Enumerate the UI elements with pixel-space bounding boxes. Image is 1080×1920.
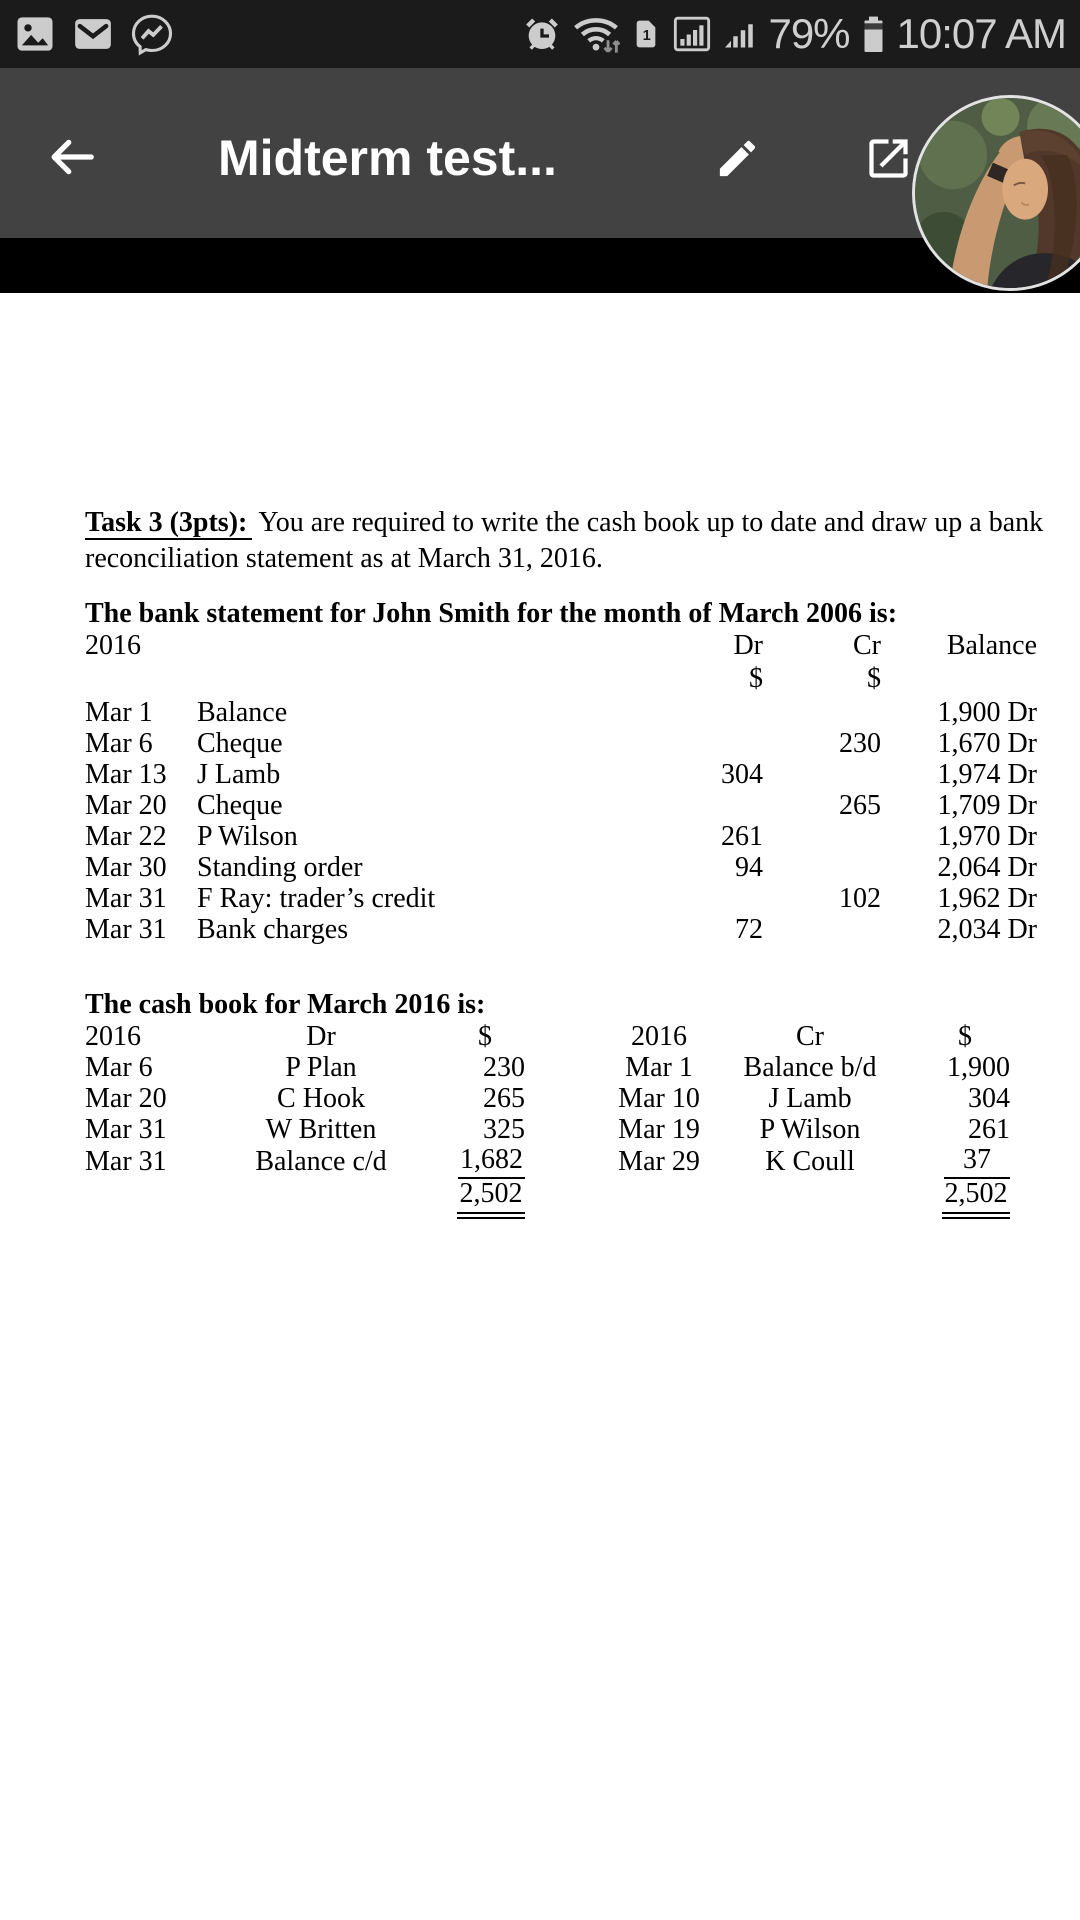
cash-book-table: [85, 1021, 1010, 1219]
wifi-icon: [572, 11, 620, 57]
bank-currency-row: [85, 661, 1037, 697]
back-arrow-icon: [44, 130, 98, 184]
table-row: [85, 759, 1037, 790]
cash-cur-right: $: [958, 1020, 972, 1052]
open-external-button[interactable]: [863, 133, 914, 187]
cell-l-amt: 230: [483, 1051, 525, 1083]
bank-header-row: [85, 630, 1037, 661]
cell-r-detail: J Lamb: [768, 1082, 852, 1114]
profile-photo: [915, 98, 1080, 288]
cell-dr: 261: [721, 820, 763, 852]
table-row: [85, 1052, 1010, 1083]
table-row: [85, 1114, 1010, 1145]
cell-balance: 1,709 Dr: [937, 789, 1037, 821]
double-underlined-total: 2,502: [942, 1179, 1010, 1219]
cell-date: Mar 13: [85, 758, 167, 790]
cash-col-dr: Dr: [306, 1020, 336, 1052]
table-row: [85, 821, 1037, 852]
cell-balance: 2,064 Dr: [937, 851, 1037, 883]
cell-date: Mar 31: [85, 882, 167, 914]
status-time: 10:07 AM: [896, 10, 1066, 57]
cell-cr: [763, 821, 881, 852]
cash-year-right: 2016: [631, 1020, 687, 1052]
cell-r-date: Mar 10: [618, 1082, 700, 1114]
email-icon: [72, 13, 114, 55]
cell-dr: [560, 728, 763, 759]
cell-cr: 265: [839, 789, 881, 821]
edit-button[interactable]: [714, 135, 761, 185]
cell-dr: 94: [735, 851, 763, 883]
cell-l-detail: Balance c/d: [255, 1146, 387, 1177]
cell-date: Mar 6: [85, 727, 153, 759]
system-status-icons: [522, 0, 1066, 68]
task-paragraph: [85, 505, 1070, 577]
cell-date: Mar 22: [85, 820, 167, 852]
table-row: [85, 883, 1037, 914]
cell-dr: 72: [735, 913, 763, 945]
document-view[interactable]: [0, 293, 1080, 1920]
cell-detail: Balance: [197, 696, 288, 728]
cell-detail: Standing order: [197, 851, 363, 883]
cell-cr: [763, 914, 881, 945]
edit-icon: [714, 135, 761, 182]
cell-detail: Cheque: [197, 789, 283, 821]
cell-balance: 1,670 Dr: [937, 727, 1037, 759]
cash-col-cr: Cr: [796, 1020, 824, 1052]
cell-dr: [560, 883, 763, 914]
cell-total-right: [920, 1179, 1010, 1219]
cell-l-date: Mar 6: [85, 1051, 153, 1083]
underlined-amount: 37: [944, 1145, 1010, 1179]
sim-icon: [630, 13, 662, 55]
page-title: Midterm test...: [218, 130, 557, 186]
cell-balance: 1,962 Dr: [937, 882, 1037, 914]
sim-number: 1: [643, 28, 652, 44]
bank-statement-table: [85, 630, 1037, 945]
battery-icon: [860, 13, 887, 55]
table-row: [85, 852, 1037, 883]
cell-balance: 1,900 Dr: [937, 696, 1037, 728]
cash-cur-left: $: [478, 1020, 492, 1052]
cell-balance: 1,970 Dr: [937, 820, 1037, 852]
cash-book-heading: The cash book for March 2016 is:: [85, 989, 486, 1020]
cell-r-detail: Balance b/d: [743, 1051, 877, 1083]
gallery-icon: [14, 13, 56, 55]
cell-date: Mar 20: [85, 789, 167, 821]
cell-r-amt: [920, 1145, 1010, 1179]
bank-cur-cr: $: [867, 663, 881, 694]
cell-r-amt: 304: [968, 1082, 1010, 1114]
divider-band: [0, 238, 1080, 293]
cell-r-date: Mar 19: [618, 1113, 700, 1145]
bank-col-balance: Balance: [946, 629, 1037, 661]
bank-col-dr: Dr: [733, 629, 763, 661]
cell-l-amt: 325: [483, 1113, 525, 1145]
cell-r-date: Mar 29: [618, 1146, 700, 1177]
cell-l-date: Mar 31: [85, 1113, 167, 1145]
bank-statement-heading: The bank statement for John Smith for the month of March 2006 is:: [85, 598, 898, 629]
back-button[interactable]: [44, 130, 98, 187]
cell-r-amt: 261: [968, 1113, 1010, 1145]
bank-year: 2016: [85, 629, 141, 661]
alarm-icon: [522, 14, 562, 54]
cell-detail: P Wilson: [197, 820, 298, 852]
bank-cur-dr: $: [749, 663, 763, 694]
cell-balance: 2,034 Dr: [937, 913, 1037, 945]
cash-header-row: [85, 1021, 1010, 1052]
notification-icons: [14, 12, 174, 56]
cell-dr: [560, 790, 763, 821]
cell-date: Mar 31: [85, 913, 167, 945]
open-in-new-icon: [863, 133, 914, 184]
cell-r-amt: 1,900: [947, 1051, 1010, 1083]
status-bar: [0, 0, 1080, 68]
cell-date: Mar 1: [85, 696, 153, 728]
messenger-icon: [130, 12, 174, 56]
table-row: [85, 790, 1037, 821]
cash-year-left: 2016: [85, 1020, 141, 1052]
cell-r-detail: P Wilson: [759, 1113, 861, 1145]
cash-totals-row: [85, 1179, 1010, 1219]
cell-dr: [560, 697, 763, 728]
cell-r-date: Mar 1: [625, 1051, 693, 1083]
table-row: [85, 728, 1037, 759]
table-row: [85, 1083, 1010, 1114]
cell-detail: F Ray: trader’s credit: [197, 882, 436, 914]
cell-dr: 304: [721, 758, 763, 790]
cell-cr: [763, 852, 881, 883]
cell-cr: 230: [839, 727, 881, 759]
cell-l-amt: 265: [483, 1082, 525, 1114]
network-signal-box-icon: [672, 14, 712, 54]
task-line2: reconciliation statement as at March 31, 2016.: [85, 543, 603, 574]
cell-cr: [763, 697, 881, 728]
table-row: [85, 1145, 1010, 1179]
battery-percent: 79%: [768, 10, 850, 57]
cell-l-detail: W Britten: [265, 1113, 377, 1145]
task-line1: You are required to write the cash book up to date and draw up a bank: [258, 507, 1044, 538]
signal-strength-icon: [722, 15, 758, 53]
cell-total-left: [445, 1179, 525, 1219]
double-underlined-total: 2,502: [457, 1179, 525, 1219]
cell-cr: 102: [839, 882, 881, 914]
cell-l-detail: C Hook: [277, 1082, 365, 1114]
task-label: Task 3 (3pts):: [85, 507, 252, 540]
table-row: [85, 697, 1037, 728]
cell-r-detail: K Coull: [765, 1146, 855, 1177]
underlined-amount: 1,682: [458, 1145, 525, 1179]
cell-detail: Cheque: [197, 727, 283, 759]
cell-l-detail: P Plan: [285, 1051, 357, 1083]
cell-date: Mar 30: [85, 851, 167, 883]
cell-detail: Bank charges: [197, 913, 349, 945]
cell-l-amt: [445, 1145, 525, 1179]
cell-balance: 1,974 Dr: [937, 758, 1037, 790]
cell-l-date: Mar 20: [85, 1082, 167, 1114]
cell-cr: [763, 759, 881, 790]
cell-detail: J Lamb: [197, 758, 281, 790]
cell-l-date: Mar 31: [85, 1146, 167, 1177]
table-row: [85, 914, 1037, 945]
bank-col-cr: Cr: [853, 629, 881, 661]
